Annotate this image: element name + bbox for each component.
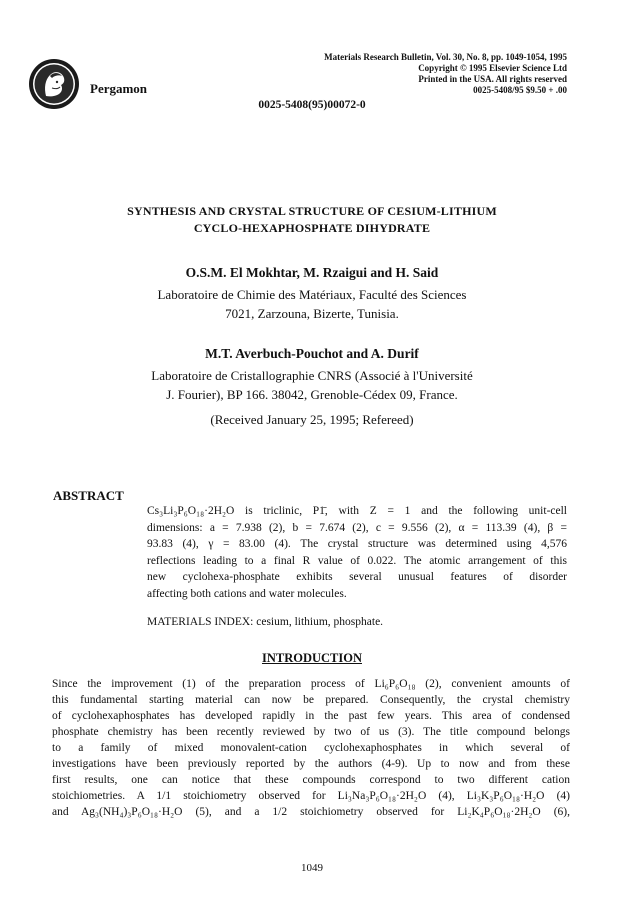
abstract-body: [147, 503, 567, 602]
intro-line: phosphate chemistry has been recently reviewed by two of us (3). The title compound belongs: [52, 726, 570, 738]
intro-line: and Ag₃(NH₄)₃P₆O₁₈·H₂O (5), and a 1/2 stoichiometry observed for Li₂K₄P₆O₁₈·2H₂O (6),: [52, 806, 570, 818]
affiliation-line: Laboratoire de Cristallographie CNRS (Associé à l'Université: [151, 368, 473, 383]
price-line: 0025-5408/95 $9.50 + .00: [473, 85, 567, 95]
section-heading-introduction: INTRODUCTION: [261, 651, 362, 665]
page-number: 1049: [301, 862, 323, 874]
copyright-line: Copyright © 1995 Elsevier Science Ltd: [418, 63, 567, 73]
paper-title: [0, 203, 624, 237]
intro-line: this fundamental starting material can now be prepared. Consequently, the crystal chemistry: [52, 694, 570, 706]
journal-info: [267, 52, 567, 96]
publisher-name: Pergamon: [90, 81, 148, 96]
abstract-line: reflections leading to a final R value of 0.022. The atomic arrangement of this: [147, 554, 567, 567]
abstract-line: 93.83 (4), γ = 83.00 (4). The crystal structure was determined using 4,576: [147, 538, 567, 550]
abstract-heading: ABSTRACT: [53, 488, 124, 503]
affiliation-line: J. Fourier), BP 166. 38042, Grenoble-Cédex 09, France.: [166, 387, 458, 402]
intro-line: first results, one can notice that these compounds correspond to two different cation: [52, 774, 570, 786]
doi: 0025-5408(95)00072-0: [258, 99, 366, 111]
affiliation-2: [0, 366, 624, 404]
abstract-line: Cs₃Li₃P₆O₁₈·2H₂O is triclinic, P1̄, with Z = 1 and the following unit-cell: [147, 505, 567, 517]
authors-group-2: M.T. Averbuch-Pouchot and A. Durif: [205, 346, 419, 361]
abstract-line: new cyclohexa-phosphate exhibits several unusual features of disorder: [147, 571, 567, 583]
intro-line: Since the improvement (1) of the preparation process of Li₆P₆O₁₈ (2), convenient amounts of: [52, 678, 570, 690]
abstract-line: affecting both cations and water molecules.: [147, 587, 347, 600]
printed-line: Printed in the USA. All rights reserved: [418, 74, 567, 84]
title-line: CYCLO-HEXAPHOSPHATE DIHYDRATE: [193, 221, 431, 235]
intro-line: of cyclohexaphosphates has developed rapidly in the past few years. This area of condensed: [52, 710, 570, 722]
affiliation-1: [0, 285, 624, 323]
materials-index: MATERIALS INDEX: cesium, lithium, phosphate.: [147, 616, 384, 628]
authors-group-1: O.S.M. El Mokhtar, M. Rzaigui and H. Said: [185, 265, 439, 280]
intro-line: investigations have been previously reported by the authors (4-9). Up to now and from these: [52, 758, 570, 770]
introduction-body: [52, 676, 570, 820]
journal-citation: Materials Research Bulletin, Vol. 30, No. 8, pp. 1049-1054, 1995: [324, 52, 567, 62]
intro-line: stoichiometries. A 1/1 stoichiometry observed for Li₃Na₃P₆O₁₈·2H₂O (4), Li₃K₃P₆O₁₈·H₂O (4): [52, 790, 570, 802]
affiliation-line: 7021, Zarzouna, Bizerte, Tunisia.: [225, 306, 399, 321]
affiliation-line: Laboratoire de Chimie des Matériaux, Faculté des Sciences: [157, 287, 467, 302]
abstract-line: dimensions: a = 7.938 (2), b = 7.674 (2), c = 9.556 (2), α = 113.39 (4), β =: [147, 521, 567, 534]
intro-line: to a family of mixed monovalent-cation cyclohexaphosphates in which several of: [52, 742, 570, 754]
title-line: SYNTHESIS AND CRYSTAL STRUCTURE OF CESIUM-LITHIUM: [127, 204, 497, 218]
received-date: (Received January 25, 1995; Refereed): [210, 412, 414, 427]
